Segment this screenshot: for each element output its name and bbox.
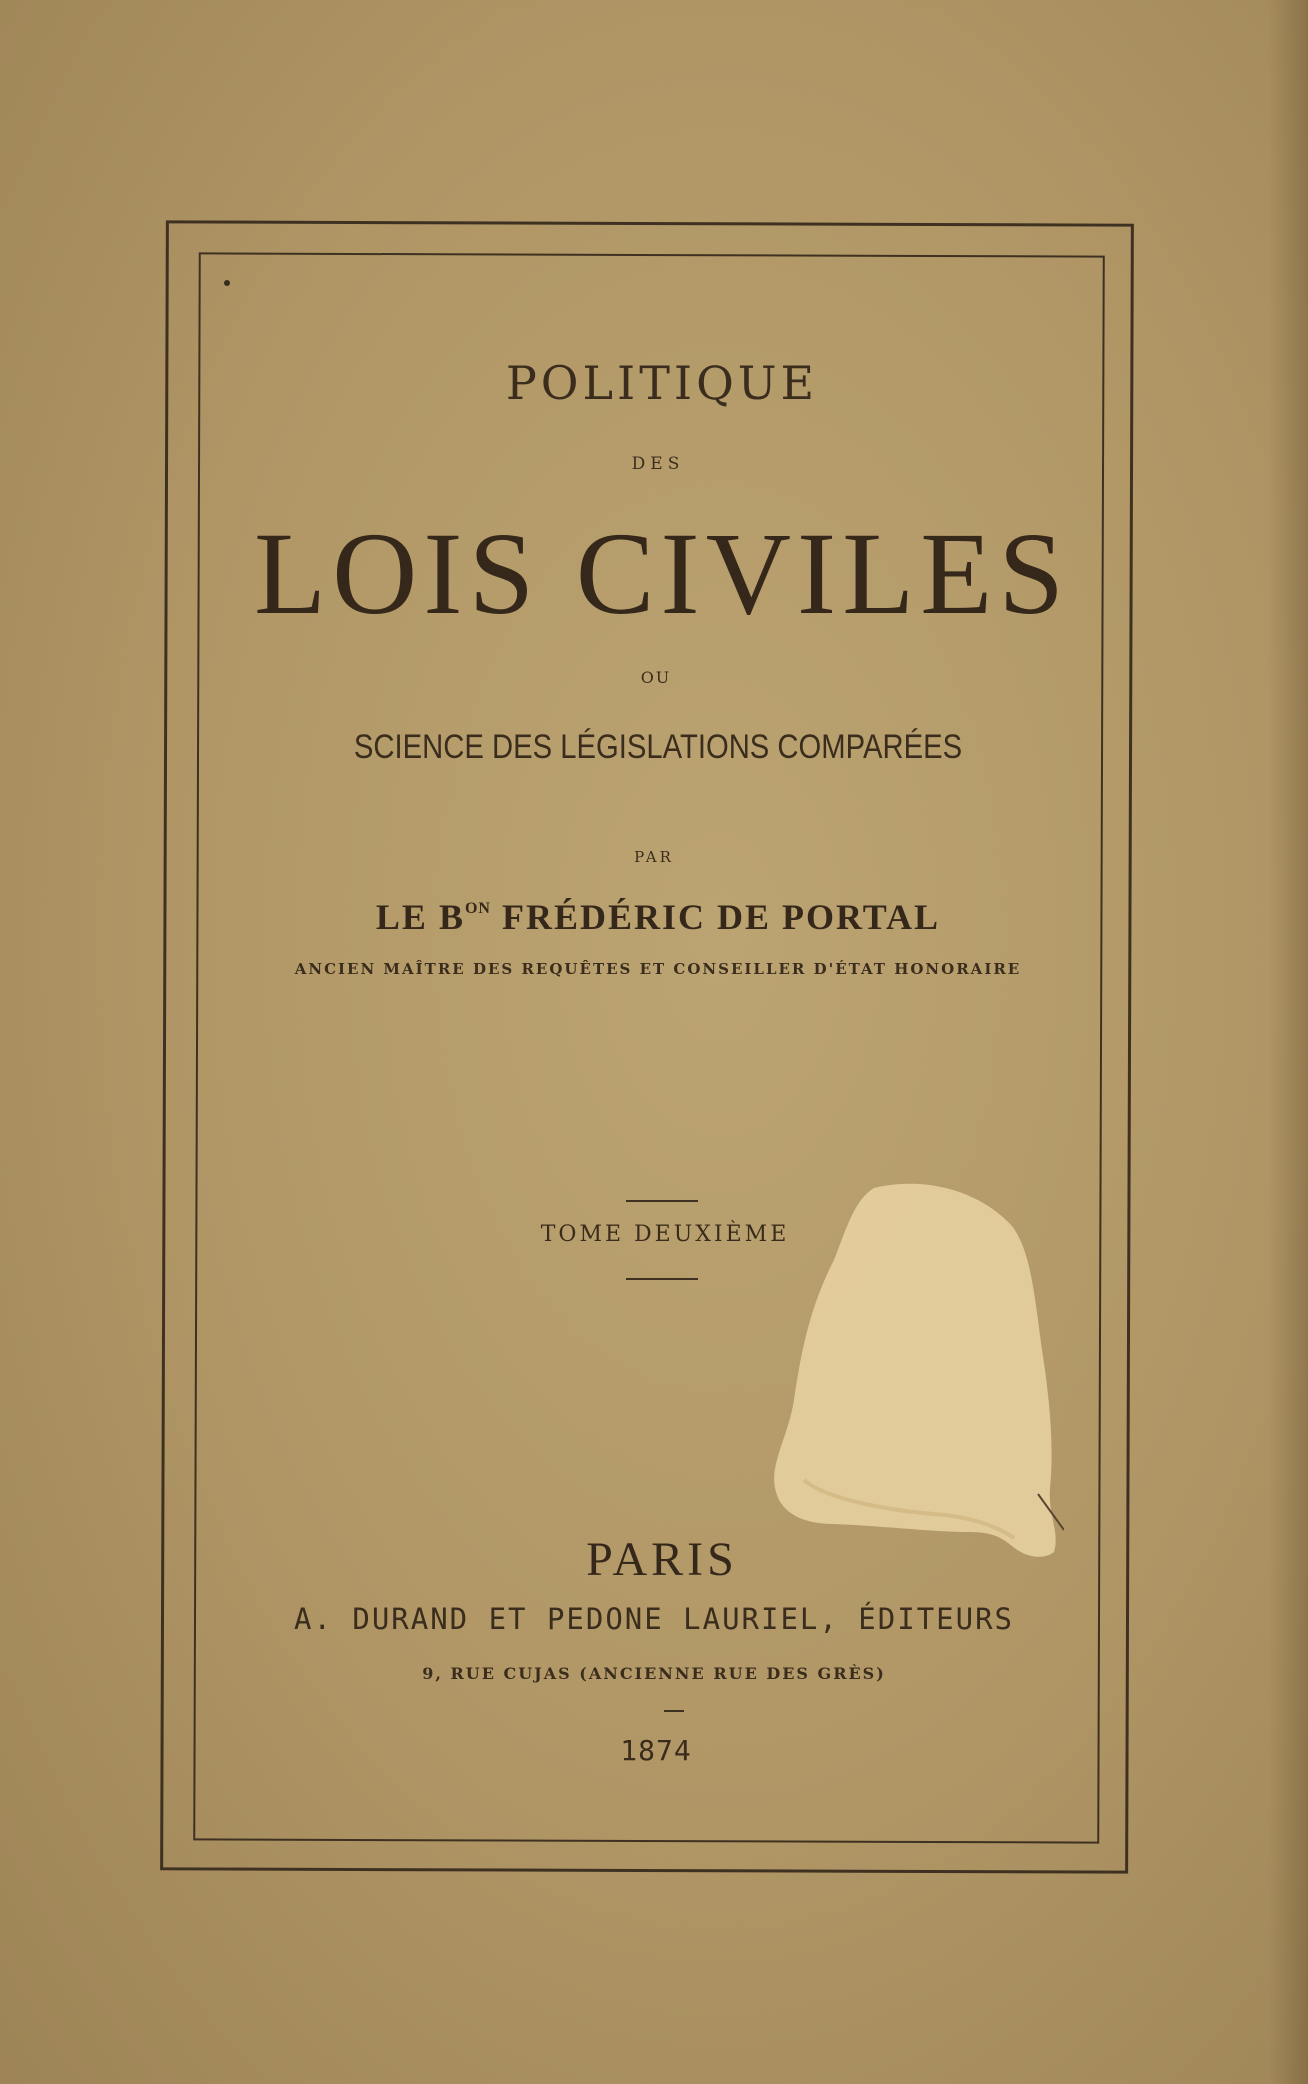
volume-label: TOME DEUXIÈME: [540, 1222, 790, 1247]
author-superscript: ON: [464, 900, 491, 917]
author-prefix: LE B: [375, 897, 465, 937]
main-title: LOIS CIVILES: [253, 508, 1070, 639]
publication-year: 1874: [620, 1734, 692, 1767]
publisher: A. DURAND ET PEDONE LAURIEL, ÉDITEURS: [293, 1602, 1014, 1636]
author-credentials: ANCIEN MAÎTRE DES REQUÊTES ET CONSEILLER D'ÉTAT HONORAIRE: [294, 960, 1022, 978]
rule-above-year: [664, 1710, 684, 1712]
par-label: PAR: [634, 848, 674, 866]
subtitle: SCIENCE DES LÉGISLATIONS COMPARÉES: [353, 728, 963, 766]
ink-speck: [224, 280, 230, 286]
rule-above-volume: [626, 1200, 698, 1202]
title-top: POLITIQUE: [505, 356, 819, 410]
page-shadow: [1268, 0, 1308, 2084]
title-ou: OU: [640, 668, 672, 687]
rule-below-volume: [626, 1278, 698, 1280]
title-des: DES: [631, 454, 685, 474]
publisher-address: 9, RUE CUJAS (ANCIENNE RUE DES GRÈS): [422, 1664, 886, 1683]
author-name: FRÉDÉRIC DE PORTAL: [490, 897, 941, 937]
publication-city: PARIS: [586, 1533, 738, 1586]
paper-stain: [764, 1180, 1064, 1560]
author-line: [4, 896, 1308, 938]
